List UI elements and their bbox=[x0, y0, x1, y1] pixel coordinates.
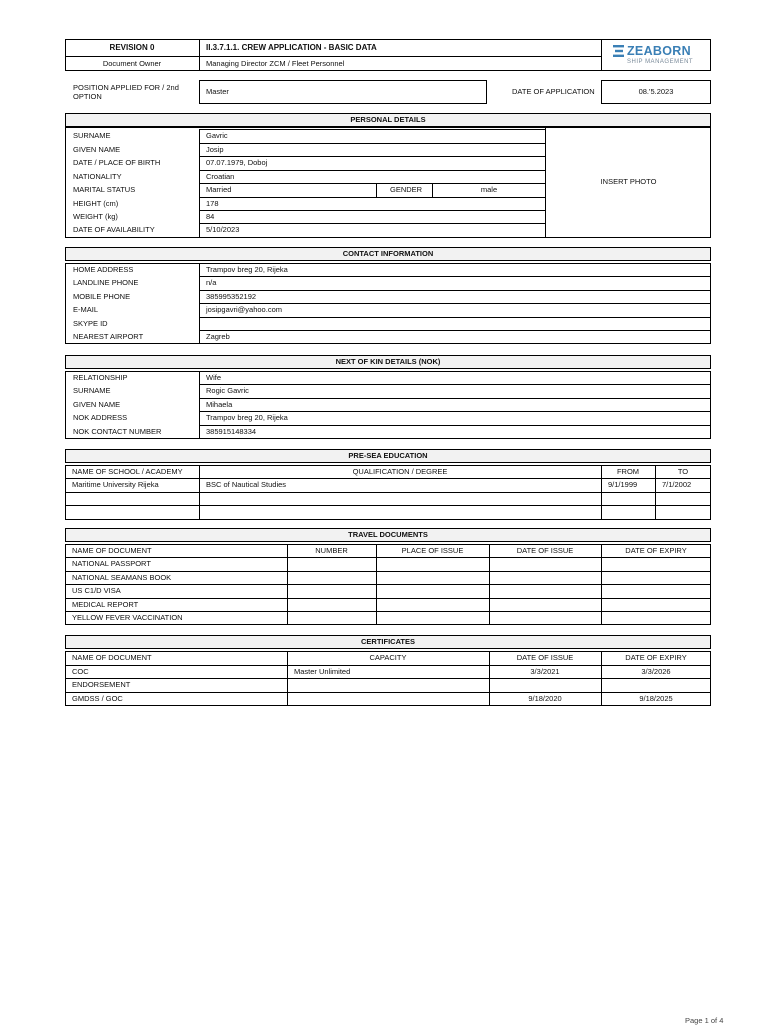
insert-photo-placeholder: INSERT PHOTO bbox=[600, 177, 657, 186]
education-header bbox=[65, 449, 711, 463]
contact-value: n/a bbox=[206, 278, 217, 288]
nok-title: NEXT OF KIN DETAILS (NOK) bbox=[335, 357, 441, 366]
nok-label: GIVEN NAME bbox=[73, 399, 121, 409]
personal-label: DATE / PLACE OF BIRTH bbox=[73, 158, 161, 167]
travel-column-header: DATE OF EXPIRY bbox=[625, 546, 687, 555]
education-column-header: FROM bbox=[616, 467, 640, 476]
gender-label: GENDER bbox=[390, 185, 423, 194]
cert-column-header: NAME OF DOCUMENT bbox=[72, 653, 152, 662]
nok-table bbox=[65, 371, 711, 439]
contact-value: 385995352192 bbox=[206, 291, 257, 301]
contact-value: Zagreb bbox=[206, 332, 230, 341]
personal-details-title: PERSONAL DETAILS bbox=[350, 115, 426, 124]
personal-value: Married bbox=[206, 185, 232, 194]
date-of-application-value: 08.'5.2023 bbox=[638, 87, 674, 96]
education-cell: BSC of Nautical Studies bbox=[206, 480, 287, 490]
cert-cell: 3/3/2026 bbox=[641, 666, 671, 676]
nok-value: Rogic Gavric bbox=[206, 386, 249, 396]
personal-value: Josip bbox=[206, 145, 224, 154]
document-owner-label: Document Owner bbox=[102, 59, 162, 68]
cert-column-header: DATE OF ISSUE bbox=[516, 653, 574, 662]
nok-header bbox=[65, 355, 711, 369]
contact-value: josipgavri@yahoo.com bbox=[206, 305, 282, 315]
personal-label: SURNAME bbox=[73, 131, 111, 140]
cert-cell: COC bbox=[72, 666, 89, 676]
revision-label: REVISION 0 bbox=[109, 43, 155, 52]
contact-label: SKYPE ID bbox=[73, 318, 108, 328]
personal-details-header bbox=[65, 113, 711, 127]
nok-label: RELATIONSHIP bbox=[73, 373, 128, 382]
travel-cell: NATIONAL SEAMANS BOOK bbox=[72, 572, 172, 582]
contact-label: LANDLINE PHONE bbox=[73, 278, 139, 288]
travel-column-header: NUMBER bbox=[315, 546, 348, 555]
education-column-header: TO bbox=[677, 467, 689, 476]
page-number: Page 1 of 4 bbox=[685, 1016, 724, 1025]
personal-label: NATIONALITY bbox=[73, 172, 122, 181]
nok-label: NOK ADDRESS bbox=[73, 413, 128, 423]
cert-cell: 9/18/2020 bbox=[528, 693, 562, 703]
education-cell: Maritime University Rijeka bbox=[72, 480, 159, 490]
contact-label: MOBILE PHONE bbox=[73, 291, 131, 301]
certificates-header bbox=[65, 635, 711, 649]
personal-value: 178 bbox=[206, 199, 219, 208]
travel-cell: US C1/D VISA bbox=[72, 586, 121, 596]
position-label-line2: OPTION bbox=[73, 92, 102, 101]
contact-label: HOME ADDRESS bbox=[73, 265, 134, 274]
personal-label: WEIGHT (kg) bbox=[73, 212, 118, 221]
date-of-application-label: DATE OF APPLICATION bbox=[512, 87, 595, 96]
travel-cell: YELLOW FEVER VACCINATION bbox=[72, 613, 183, 622]
travel-cell: NATIONAL PASSPORT bbox=[72, 559, 151, 569]
travel-cell: MEDICAL REPORT bbox=[72, 599, 139, 609]
travel-documents-title: TRAVEL DOCUMENTS bbox=[348, 530, 428, 539]
position-label-line1: POSITION APPLIED FOR / 2nd bbox=[73, 83, 179, 92]
nok-label: SURNAME bbox=[73, 386, 111, 396]
personal-label: DATE OF AVAILABILITY bbox=[73, 225, 155, 234]
cert-cell: 3/3/2021 bbox=[530, 666, 560, 676]
education-cell: 7/1/2002 bbox=[662, 480, 692, 490]
zeaborn-logo-icon bbox=[613, 45, 625, 57]
education-cell: 9/1/1999 bbox=[608, 480, 638, 490]
contact-value: Trampov breg 20, Rijeka bbox=[206, 265, 288, 274]
personal-label: HEIGHT (cm) bbox=[73, 199, 119, 208]
personal-label: GIVEN NAME bbox=[73, 145, 121, 154]
education-column-header: NAME OF SCHOOL / ACADEMY bbox=[72, 467, 183, 476]
cert-cell: GMDSS / GOC bbox=[72, 693, 123, 703]
gender-value: male bbox=[480, 185, 498, 194]
contact-information-title: CONTACT INFORMATION bbox=[342, 249, 434, 258]
certificates-title: CERTIFICATES bbox=[360, 637, 416, 646]
nok-value: Trampov breg 20, Rijeka bbox=[206, 413, 288, 423]
personal-value: 84 bbox=[206, 212, 215, 221]
nok-value: Mihaela bbox=[206, 399, 233, 409]
travel-column-header: DATE OF ISSUE bbox=[516, 546, 574, 555]
zeaborn-logo bbox=[611, 43, 707, 69]
document-owner-value: Managing Director ZCM / Fleet Personnel bbox=[206, 59, 345, 68]
personal-value: Croatian bbox=[206, 172, 235, 181]
logo-sub-text: SHIP MANAGEMENT bbox=[627, 59, 694, 65]
personal-value: 07.07.1979, Doboj bbox=[206, 158, 268, 167]
contact-label: NEAREST AIRPORT bbox=[73, 332, 144, 341]
travel-documents-header bbox=[65, 528, 711, 542]
personal-value: 5/10/2023 bbox=[206, 225, 240, 234]
nok-label: NOK CONTACT NUMBER bbox=[73, 426, 162, 436]
travel-column-header: PLACE OF ISSUE bbox=[401, 546, 464, 555]
education-column-header: QUALIFICATION / DEGREE bbox=[352, 467, 448, 476]
cert-cell: ENDORSEMENT bbox=[72, 680, 131, 690]
document-title: II.3.7.1.1. CREW APPLICATION - BASIC DATA bbox=[206, 43, 377, 52]
nok-value: Wife bbox=[206, 373, 221, 382]
cert-cell: Master Unlimited bbox=[294, 666, 351, 676]
position-value-box bbox=[199, 80, 487, 104]
education-title: PRE-SEA EDUCATION bbox=[348, 451, 428, 460]
contact-label: E-MAIL bbox=[73, 305, 99, 315]
personal-value: Gavric bbox=[206, 131, 228, 140]
nok-value: 385915148334 bbox=[206, 426, 257, 436]
position-value: Master bbox=[206, 87, 229, 96]
cert-cell: 9/18/2025 bbox=[639, 693, 673, 703]
travel-column-header: NAME OF DOCUMENT bbox=[72, 546, 152, 555]
logo-brand-text: ZEABORN bbox=[627, 44, 691, 58]
cert-column-header: DATE OF EXPIRY bbox=[625, 653, 687, 662]
cert-column-header: CAPACITY bbox=[369, 653, 407, 662]
personal-label: MARITAL STATUS bbox=[73, 185, 136, 194]
contact-information-header bbox=[65, 247, 711, 261]
